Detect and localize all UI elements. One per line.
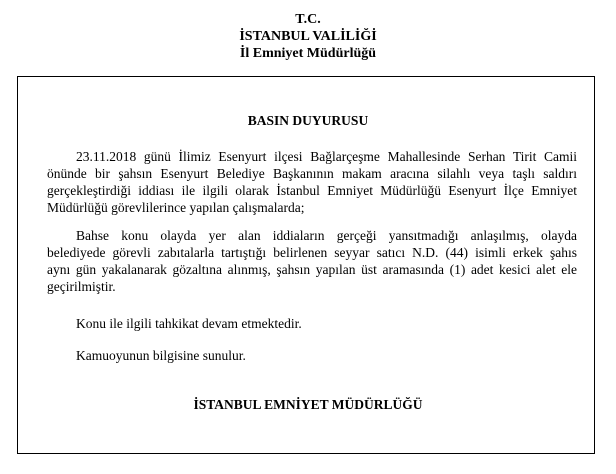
letterhead-country: T.C. <box>295 12 321 27</box>
paragraph-line: 23.11.2018 günü İlimiz Esenyurt ilçesi Bağlarçeşme Mahallesinde Serhan Tirit Camii <box>76 149 577 164</box>
signature: İSTANBUL EMNİYET MÜDÜRLÜĞÜ <box>193 397 423 412</box>
paragraph-line: Konu ile ilgili tahkikat devam etmektedir. <box>76 316 302 331</box>
paragraph-closing <box>47 347 577 364</box>
paragraph-incident <box>47 148 577 216</box>
paragraph-line: aynı gün yakalanarak gözaltına alınmış, şahsın yapılan üst aramasında (1) adet kesici alet ele <box>47 262 577 277</box>
letterhead <box>0 11 616 62</box>
paragraph-line: Kamuoyunun bilgisine sunulur. <box>76 348 246 363</box>
paragraph-line: önünde bir şahsın Esenyurt Belediye Başkanının makam aracına silahlı veya taşlı saldırı <box>47 166 577 181</box>
paragraph-investigation <box>47 315 577 332</box>
paragraph-line: gerçekleştirdiği iddiası ile ilgili olarak İstanbul Emniyet Müdürlüğü Esenyurt İlçe Emniyet <box>47 183 577 198</box>
letterhead-governorship: İSTANBUL VALİLİĞİ <box>239 29 377 44</box>
paragraph-line: geçirilmiştir. <box>47 279 116 294</box>
letterhead-department: İl Emniyet Müdürlüğü <box>239 46 377 61</box>
paragraph-line: Bahse konu olayda yer alan iddiaların gerçeği yansıtmadığı anlaşılmış, olayda <box>76 228 577 243</box>
paragraph-line: Müdürlüğü görevlilerince yapılan çalışmalarda; <box>47 200 305 215</box>
paragraph-line: belediyede görevli zabıtalarla tartıştığı belirlenen seyyar satıcı N.D. (44) isimli erkek şahıs <box>47 245 577 260</box>
paragraph-findings <box>47 227 577 295</box>
announcement-title: BASIN DUYURUSU <box>247 113 369 128</box>
